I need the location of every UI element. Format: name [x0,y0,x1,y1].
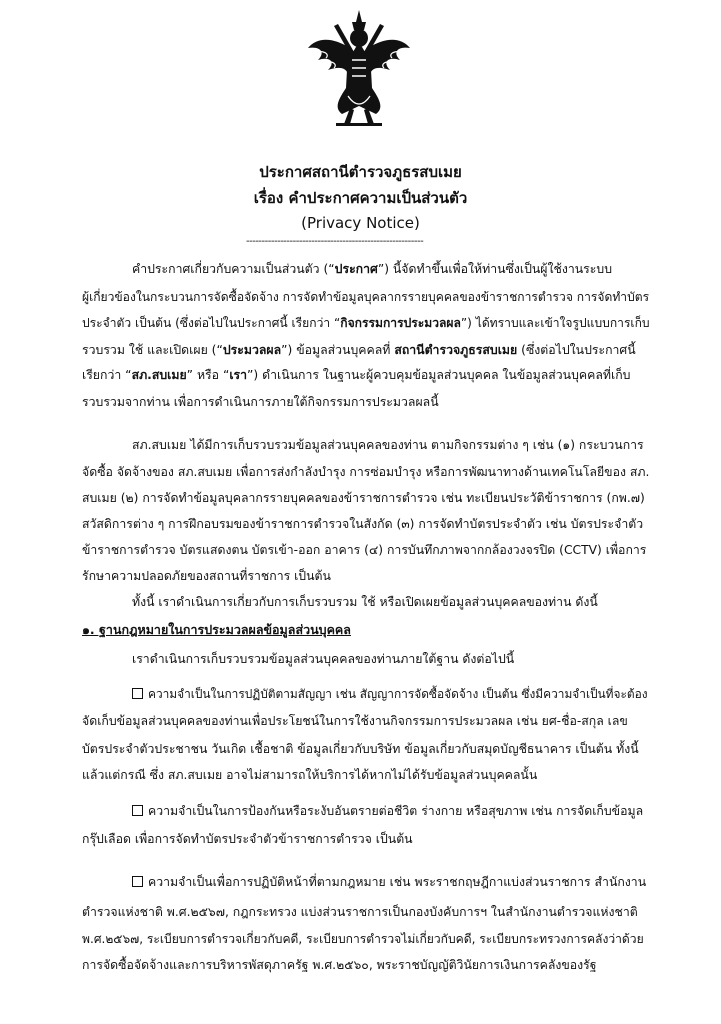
intro-line: เรียกว่า “สภ.สบเมย” หรือ “เรา”) ดำเนินการ ในฐานะผู้ควบคุมข้อมูลส่วนบุคคล ในข้อมูลส่วนบุคคลที่เก็บ [82,368,631,382]
section-heading: ๑. ฐานกฎหมายในการประมวลผลข้อมูลส่วนบุคคล [82,622,351,637]
collection-line: ข้าราชการตำรวจ บัตรแสดงตน บัตรเข้า-ออก อาคาร (๔) การบันทึกภาพจากกล้องวงจรปิด (CCTV) เพื่อการ [82,543,647,557]
collection-line: สภ.สบเมย ได้มีการเก็บรวบรวมข้อมูลส่วนบุคคลของท่าน ตามกิจกรรมต่าง ๆ เช่น (๑) กระบวนการ [132,438,644,452]
notice-subject: เรื่อง คำประกาศความเป็นส่วนตัว [253,189,468,207]
basis-legal-line: ความจำเป็นเพื่อการปฏิบัติหน้าที่ตามกฎหมาย เช่น พระราชกฤษฎีกาแบ่งส่วนราชการ สำนักงาน [132,873,646,891]
checkbox-icon [132,688,143,699]
collection-line: ทั้งนี้ เราดำเนินการเกี่ยวกับการเก็บรวบรวม ใช้ หรือเปิดเผยข้อมูลส่วนบุคคลของท่าน ดังนี้ [132,595,598,609]
intro-line: ผู้เกี่ยวข้องในกระบวนการจัดซื้อจัดจ้าง การจัดทำข้อมูลบุคลากรรายบุคคลของข้าราชการตำรวจ การจัดทำบัตร [82,290,650,304]
basis-legal-line: ตำรวจแห่งชาติ พ.ศ.๒๕๖๗, กฎกระทรวง แบ่งส่วนราชการเป็นกองบังคับการฯ ในสำนักงานตำรวจแห่งชาติ [82,905,638,919]
garuda-emblem-icon [304,8,414,128]
collection-line: สวัสดิการต่าง ๆ การฝึกอบรมของข้าราชการตำรวจในสังกัด (๓) การจัดทำบัตรประจำตัว เช่น บัตรประจำตัว [82,517,644,531]
intro-line: ประจำตัว เป็นต้น (ซึ่งต่อไปในประกาศนี้ เรียกว่า “กิจกรรมการประมวลผล”) ได้ทราบและเข้าใจรูปแบบการเก็บ [82,316,650,330]
separator-line: --------------------------------------------------------- [246,236,424,247]
basis-contract-line: แล้วแต่กรณี ซึ่ง สภ.สบเมย อาจไม่สามารถให้บริการได้หากไม่ได้รับข้อมูลส่วนบุคคลนั้น [82,768,538,782]
intro-line: คำประกาศเกี่ยวกับความเป็นส่วนตัว (“ประกาศ”) นี้จัดทำขึ้นเพื่อให้ท่านซึ่งเป็นผู้ใช้งานระบบ [132,262,613,276]
notice-title: ประกาศสถานีตำรวจภูธรสบเมย [259,163,462,181]
basis-contract-line: จัดเก็บข้อมูลส่วนบุคคลของท่านเพื่อประโยชน์ในการใช้งานกิจกรรมการประมวลผล เช่น ยศ-ชื่อ-สกุล เลข [82,714,628,728]
basis-vital-line: กรุ๊ปเลือด เพื่อการจัดทำบัตรประจำตัวข้าราชการตำรวจ เป็นต้น [82,832,413,846]
basis-legal-line: การจัดซื้อจัดจ้างและการบริหารพัสดุภาครัฐ พ.ศ.๒๕๖๐, พระราชบัญญัติวินัยการเงินการคลังของรัฐ [82,958,597,972]
basis-contract-line: บัตรประจำตัวประชาชน วันเกิด เชื้อชาติ ข้อมูลเกี่ยวกับบริษัท ข้อมูลเกี่ยวกับสมุดบัญชีธนาคาร เป็นต้น ทั้งนี้ [82,742,639,756]
collection-line: รักษาความปลอดภัยของสถานที่ราชการ เป็นต้น [82,569,331,583]
intro-line: รวบรวมจากท่าน เพื่อการดำเนินการภายใต้กิจกรรมการประมวลผลนี้ [82,395,439,409]
basis-legal-line: พ.ศ.๒๕๖๗, ระเบียบการตำรวจเกี่ยวกับคดี, ระเบียบการตำรวจไม่เกี่ยวกับคดี, ระเบียบกระทรวงการคลังว่าด้วย [82,932,644,946]
section-lead: เราดำเนินการเก็บรวบรวมข้อมูลส่วนบุคคลของท่านภายใต้ฐาน ดังต่อไปนี้ [132,652,515,666]
checkbox-icon [132,805,143,816]
checkbox-icon [132,876,143,887]
collection-line: สบเมย (๒) การจัดทำข้อมูลบุคลากรรายบุคคลของข้าราชการตำรวจ เช่น ทะเบียนประวัติข้าราชการ (กพ.๗) [82,491,645,505]
collection-line: จัดซื้อ จัดจ้างของ สภ.สบเมย เพื่อการส่งกำลังบำรุง การซ่อมบำรุง หรือการพัฒนาทางด้านเทคโนโลยีของ สภ. [82,465,650,479]
notice-subtitle-english: (Privacy Notice) [301,214,420,232]
basis-vital-line: ความจำเป็นในการป้องกันหรือระงับอันตรายต่อชีวิต ร่างกาย หรือสุขภาพ เช่น การจัดเก็บข้อมูล [132,802,643,820]
intro-line: รวบรวม ใช้ และเปิดเผย (“ประมวลผล”) ข้อมูลส่วนบุคคลที่ สถานีตำรวจภูธรสบเมย (ซึ่งต่อไปในประกาศนี้ [82,343,636,357]
basis-contract-line: ความจำเป็นในการปฏิบัติตามสัญญา เช่น สัญญาการจัดซื้อจัดจ้าง เป็นต้น ซึ่งมีความจำเป็นที่จะต้อง [132,685,648,703]
